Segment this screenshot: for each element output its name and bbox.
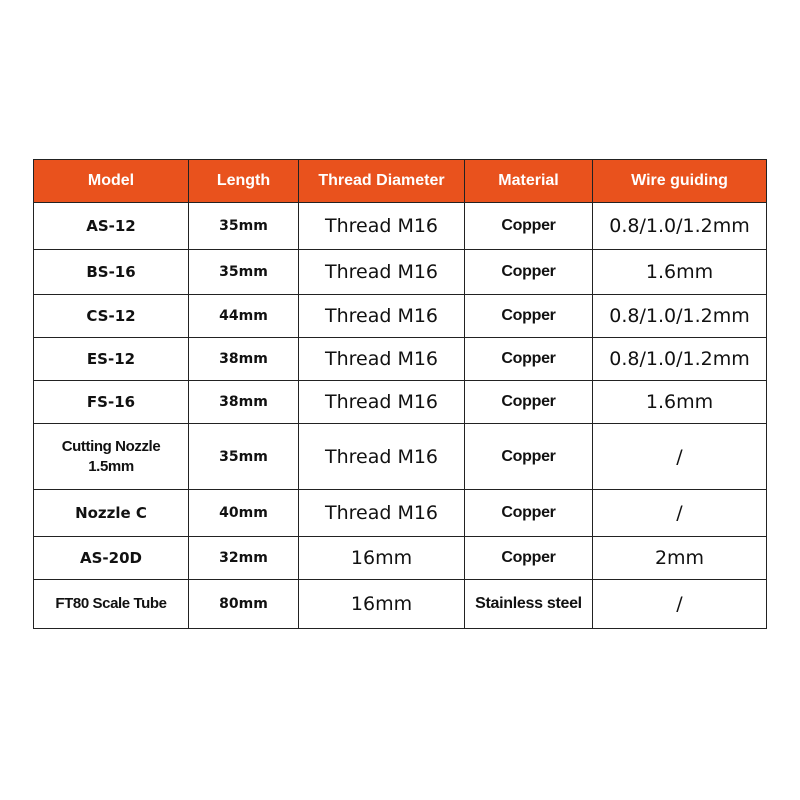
- cell-wire-guiding: 1.6mm: [593, 381, 767, 424]
- table-row: [34, 295, 767, 338]
- cell-model: CS-12: [34, 295, 189, 338]
- cell-material: Copper: [465, 381, 593, 424]
- cell-thread: Thread M16: [299, 250, 465, 295]
- cell-model: ES-12: [34, 338, 189, 381]
- header-row: [34, 160, 767, 203]
- header-thread-diameter: Thread Diameter: [299, 160, 465, 203]
- cell-wire-guiding: 1.6mm: [593, 250, 767, 295]
- cell-material: Copper: [465, 424, 593, 490]
- cell-material: Copper: [465, 537, 593, 580]
- cell-length: 38mm: [189, 338, 299, 381]
- cell-model: BS-16: [34, 250, 189, 295]
- model-line-1: Cutting Nozzle: [61, 437, 161, 455]
- cell-length: 80mm: [189, 580, 299, 629]
- model-line-2: 1.5mm: [88, 457, 134, 475]
- table-row: [34, 338, 767, 381]
- cell-length: 35mm: [189, 203, 299, 250]
- table-row: [34, 250, 767, 295]
- table-row: [34, 381, 767, 424]
- cell-thread: Thread M16: [299, 424, 465, 490]
- cell-wire-guiding: /: [593, 490, 767, 537]
- cell-model: AS-20D: [34, 537, 189, 580]
- cell-wire-guiding: /: [593, 424, 767, 490]
- cell-thread: Thread M16: [299, 203, 465, 250]
- cell-length: 35mm: [189, 424, 299, 490]
- cell-model: Nozzle C: [34, 490, 189, 537]
- cell-model: FT80 Scale Tube: [34, 580, 189, 629]
- header-length: Length: [189, 160, 299, 203]
- header-wire-guiding: Wire guiding: [593, 160, 767, 203]
- cell-wire-guiding: /: [593, 580, 767, 629]
- cell-material: Copper: [465, 490, 593, 537]
- table-row: [34, 537, 767, 580]
- table-header: [34, 160, 767, 203]
- cell-material: Copper: [465, 295, 593, 338]
- cell-length: 35mm: [189, 250, 299, 295]
- cell-length: 44mm: [189, 295, 299, 338]
- cell-thread: 16mm: [299, 537, 465, 580]
- cell-wire-guiding: 2mm: [593, 537, 767, 580]
- cell-model: [34, 424, 189, 490]
- cell-wire-guiding: 0.8/1.0/1.2mm: [593, 338, 767, 381]
- cell-material: Copper: [465, 203, 593, 250]
- cell-thread: 16mm: [299, 580, 465, 629]
- spec-table: [33, 159, 767, 629]
- cell-material: Copper: [465, 250, 593, 295]
- cell-thread: Thread M16: [299, 338, 465, 381]
- table-row: [34, 203, 767, 250]
- table-row: [34, 424, 767, 490]
- table-body: [34, 203, 767, 629]
- cell-material: Stainless steel: [465, 580, 593, 629]
- cell-length: 38mm: [189, 381, 299, 424]
- header-model: Model: [34, 160, 189, 203]
- cell-material: Copper: [465, 338, 593, 381]
- table-row: [34, 490, 767, 537]
- cell-thread: Thread M16: [299, 490, 465, 537]
- cell-thread: Thread M16: [299, 295, 465, 338]
- cell-thread: Thread M16: [299, 381, 465, 424]
- table-row: [34, 580, 767, 629]
- cell-model: FS-16: [34, 381, 189, 424]
- header-material: Material: [465, 160, 593, 203]
- cell-length: 32mm: [189, 537, 299, 580]
- cell-wire-guiding: 0.8/1.0/1.2mm: [593, 295, 767, 338]
- cell-length: 40mm: [189, 490, 299, 537]
- cell-model: AS-12: [34, 203, 189, 250]
- cell-wire-guiding: 0.8/1.0/1.2mm: [593, 203, 767, 250]
